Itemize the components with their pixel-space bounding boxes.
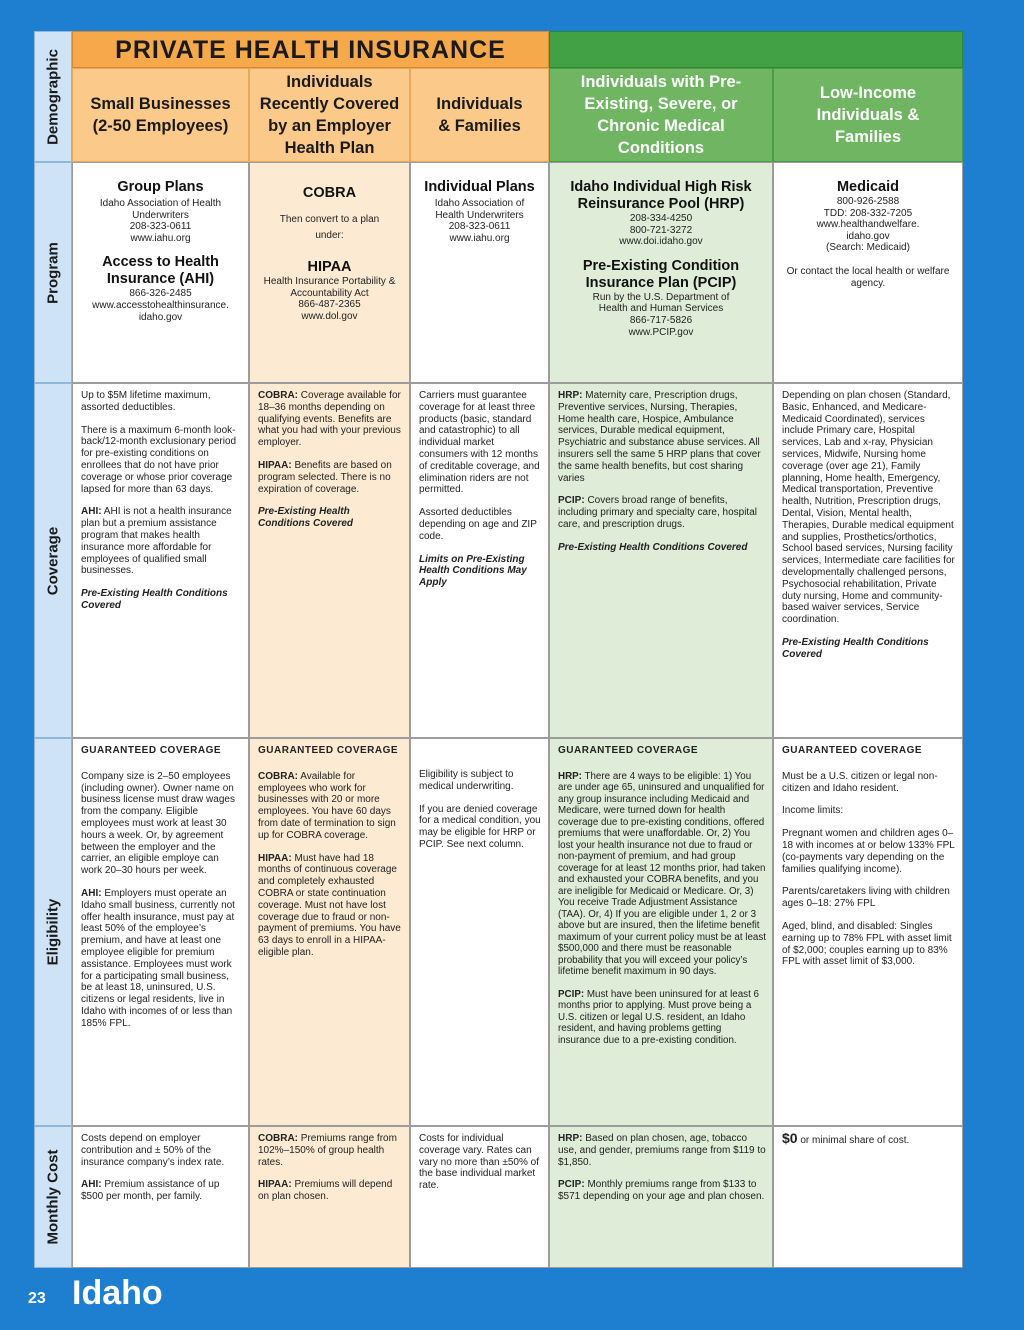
- program-text: Health Insurance Portability & Accountability Act: [263, 276, 396, 299]
- cost-text: or minimal share of cost.: [800, 1135, 910, 1146]
- eligibility-key: HRP:: [558, 770, 582, 782]
- program-text: Run by the U.S. Department of Health and Human Services: [592, 291, 730, 315]
- program-phone: TDD: 208-332-7205: [823, 207, 913, 219]
- program-text: Idaho Association of Health Underwriters: [99, 198, 222, 221]
- eligibility-key: HIPAA:: [258, 852, 292, 864]
- program-heading: Group Plans: [117, 179, 204, 195]
- eligibility-key: AHI:: [81, 887, 102, 899]
- coverage-key: HRP:: [558, 390, 583, 401]
- row-label-demographic: [34, 31, 72, 162]
- coverage-note: Limits on Pre-Existing Health Conditions May Apply: [419, 553, 527, 589]
- demographic-recently-covered: Individuals Recently Covered by an Employer Health Plan: [249, 68, 410, 162]
- eligibility-cell-individuals: [410, 738, 549, 1126]
- program-phone: 866-487-2365: [298, 299, 361, 311]
- program-cell-pre-existing: [549, 162, 773, 383]
- program-phone: 800-721-3272: [629, 224, 693, 236]
- program-heading: Medicaid: [836, 179, 900, 195]
- coverage-cell-pre-existing: [549, 383, 773, 738]
- coverage-text: There is a maximum 6-month look-back/12-month exclusionary period for pre-existing conditions on enrollees that do not have prior coverage or whose prior coverage lapsed for more than 63 days.: [81, 424, 237, 495]
- eligibility-key: PCIP:: [558, 988, 585, 1000]
- cost-key: $0: [782, 1130, 798, 1146]
- cost-key: AHI:: [81, 1179, 102, 1191]
- coverage-note: Pre-Existing Health Conditions Covered: [81, 588, 228, 611]
- coverage-key: PCIP:: [558, 495, 585, 507]
- coverage-text: AHI is not a health insurance plan but a premium assistance program that makes health insurance more affordable for employees of qualified small businesses.: [81, 506, 232, 577]
- program-phone: 866-326-2485: [129, 288, 192, 300]
- row-label-eligibility: [34, 738, 72, 1126]
- cost-key: COBRA:: [258, 1133, 298, 1144]
- eligibility-cell-pre-existing: [549, 738, 773, 1126]
- coverage-text: Up to $5M lifetime maximum, assorted deductibles.: [81, 390, 211, 413]
- program-text: Then convert to a plan: [279, 214, 380, 225]
- eligibility-text: Aged, blind, and disabled: Singles earning up to 78% FPL with asset limit of $2,000; couples earning up to 83% FPL with asset limit of $3,000.: [782, 920, 952, 968]
- cost-text: Costs for individual coverage vary. Rates can vary no more than ±50% of the base individual market rate.: [419, 1133, 539, 1192]
- program-phone: 208-323-0611: [448, 221, 511, 233]
- coverage-cell-individuals: [410, 383, 549, 738]
- eligibility-text: Income limits:: [782, 805, 844, 817]
- eligibility-key: COBRA:: [258, 770, 298, 782]
- coverage-note: Pre-Existing Health Conditions Covered: [558, 541, 748, 553]
- cost-key: HRP:: [558, 1133, 583, 1144]
- program-cell-small-businesses: [72, 162, 249, 383]
- row-label-text: Coverage: [44, 526, 62, 595]
- cost-cell-pre-existing: [549, 1126, 773, 1268]
- program-url[interactable]: www.PCIP.gov: [628, 326, 694, 338]
- coverage-text: Coverage available for 18–36 months depending on qualifying events. Benefits are what you had with your previous employer.: [258, 390, 401, 449]
- program-url[interactable]: idaho.gov: [846, 230, 890, 242]
- cost-key: HIPAA:: [258, 1179, 292, 1191]
- program-cell-low-income: [773, 162, 963, 383]
- state-name: Idaho: [72, 1274, 163, 1312]
- row-label-text: Eligibility: [44, 898, 62, 966]
- program-heading: Pre-Existing Condition Insurance Plan (PCIP): [582, 257, 740, 291]
- program-url[interactable]: www.dol.gov: [301, 310, 358, 322]
- eligibility-text: Eligibility is subject to medical underwriting.: [419, 769, 514, 792]
- eligibility-cell-recently-covered: [249, 738, 410, 1126]
- eligibility-text: Must have had 18 months of continuous coverage and completely exhausted COBRA or state continuation coverage. Must not have lost coverage due to fraud or non-payment of premiums. You have 63 days to enroll in a HIPAA-eligible plan.: [258, 852, 401, 958]
- demographic-low-income: Low-Income Individuals & Families: [773, 68, 963, 162]
- program-phone: 866-717-5826: [629, 314, 693, 326]
- program-text: Idaho Association of Health Underwriters: [434, 198, 525, 221]
- coverage-text: Assorted deductibles depending on age and ZIP code.: [419, 507, 537, 542]
- program-url[interactable]: www.iahu.org: [130, 232, 191, 244]
- cost-text: Monthly premiums range from $133 to $571 depending on your age and plan chosen.: [558, 1179, 765, 1203]
- program-url[interactable]: www.accesstohealthinsurance.: [92, 299, 229, 311]
- eligibility-text: Available for employees who work for businesses with 20 or more employees. You have 60 days from date of termination to sign up for COBRA coverage.: [258, 770, 396, 841]
- table-title: PRIVATE HEALTH INSURANCE: [72, 31, 549, 68]
- row-label-text: Monthly Cost: [44, 1149, 62, 1245]
- cost-text: Premium assistance of up $500 per month, per family.: [81, 1179, 220, 1203]
- program-text: under:: [315, 229, 344, 241]
- program-phone: 208-334-4250: [629, 213, 693, 224]
- cost-text: Based on plan chosen, age, tobacco use, and gender, premiums range from $119 to $1,850.: [558, 1133, 766, 1168]
- row-label-monthly-cost: [34, 1126, 72, 1268]
- eligibility-text: Must be a U.S. citizen or legal non-citizen and Idaho resident.: [782, 770, 938, 794]
- coverage-key: AHI:: [81, 506, 102, 518]
- program-cell-individuals: [410, 162, 549, 383]
- coverage-cell-recently-covered: [249, 383, 410, 738]
- coverage-cell-small-businesses: [72, 383, 249, 738]
- coverage-text: Benefits are based on program selected. There is no expiration of coverage.: [258, 459, 392, 495]
- cost-text: Premiums range from 102%–150% of group health rates.: [258, 1133, 397, 1168]
- eligibility-text: Employers must operate an Idaho small business, currently not offer health insurance, must pay at least 50% of the employee’s premium, and have at least one employee eligible for premium assistance. Employees must work for a participating small business, be at least 18, uninsured, U.S. citizens or legal residents, live in Idaho with incomes of or less than 185% FPL.: [81, 887, 235, 1029]
- coverage-text: Maternity care, Prescription drugs, Preventive services, Nursing, Therapies, Home health care, Hospice, Ambulance services, Durable medical equipment, Psychiatric and substance abuse services. All insurers sell the same 5 HRP plans that cover the same health benefits, but cost sharing varies: [558, 390, 761, 484]
- cost-text: Costs depend on employer contribution and ± 50% of the insurance company’s index rate.: [81, 1133, 225, 1168]
- program-url[interactable]: idaho.gov: [138, 311, 183, 323]
- program-heading: Idaho Individual High Risk Reinsurance Pool (HRP): [570, 179, 752, 212]
- row-label-coverage: [34, 383, 72, 738]
- page-number: 23: [28, 1290, 46, 1307]
- program-heading: HIPAA: [307, 259, 352, 276]
- cost-cell-recently-covered: [249, 1126, 410, 1268]
- program-url[interactable]: www.doi.idaho.gov: [619, 236, 703, 248]
- coverage-text: Depending on plan chosen (Standard, Basic, Enhanced, and Medicare-Medicaid Coordinated), services include Primary care, Hospital services, Lab and x-ray, Physician services, Midwife, Nursing home coverage (over age 21), Family planning, Home health, Emergency, Medical transportation, Preventive health, Nutrition, Prescription drugs, Dental, Vision, Mental health, Therapies, Durable medical equipment and supplies, Prosthetics/orthotics, School based services, Nursing facility services, Intermediate care facilities for developmentally challenged persons, Psychosocial rehabilitation, Private duty nursing, Home and community-based waiver services, Service coordination.: [782, 390, 955, 626]
- program-text: (Search: Medicaid): [826, 242, 910, 254]
- coverage-key: HIPAA:: [258, 459, 292, 471]
- cost-cell-low-income: [773, 1126, 963, 1268]
- coverage-text: Carriers must guarantee coverage for at least three products (basic, standard and catastrophic) to all individual market consumers with 12 months of creditable coverage, and elimination riders are not permitted.: [419, 390, 540, 496]
- program-phone: 208-323-0611: [129, 221, 192, 233]
- eligibility-cell-small-businesses: [72, 738, 249, 1126]
- demographic-small-businesses: Small Businesses (2-50 Employees): [72, 68, 249, 162]
- program-heading: Access to Health Insurance (AHI): [102, 254, 219, 288]
- program-heading: COBRA: [302, 185, 357, 201]
- guaranteed-coverage-label: GUARANTEED COVERAGE: [81, 745, 222, 756]
- cost-cell-small-businesses: [72, 1126, 249, 1268]
- program-text: Or contact the local health or welfare agency.: [786, 265, 950, 289]
- row-label-text: Program: [44, 241, 62, 304]
- row-label-text: Demographic: [44, 48, 62, 145]
- cost-text: Premiums will depend on plan chosen.: [258, 1179, 393, 1203]
- guaranteed-coverage-label: GUARANTEED COVERAGE: [782, 745, 923, 756]
- green-header-bar: [549, 31, 963, 68]
- eligibility-text: Company size is 2–50 employees (including owner). Owner name on business license must draw wages from the company. Eligible employees must work at least 30 hours a week. Or, by agreement between the employer and the carrier, an eligible employe can work 20–30 hours per week.: [81, 770, 235, 877]
- coverage-text: Covers broad range of benefits, including primary and specialty care, hospital care, and prescription drugs.: [558, 495, 757, 530]
- eligibility-text: Pregnant women and children ages 0–18 with incomes at or below 133% FPL (co-payments vary depending on the families qualifying income).: [782, 828, 955, 875]
- eligibility-text: Must have been uninsured for at least 6 months prior to applying. Must prove being a U.S. citizen or legal U.S. resident, an Idaho resident, and having problems getting insurance due to a pre-existing condition.: [558, 988, 759, 1046]
- program-cell-recently-covered: [249, 162, 410, 383]
- program-heading: Individual Plans: [424, 179, 535, 195]
- eligibility-text: Parents/caretakers living with children ages 0–18: 27% FPL: [782, 886, 950, 910]
- eligibility-text: There are 4 ways to be eligible: 1) You are under age 65, uninsured and unqualified for any group insurance including Medicaid and Medicare, were turned down for health coverage due to pre-existing conditions, offered premiums that were unaffordable. Or, 2) You lost your health insurance not due to fraud or non-payment of premium, and had group coverage for at least 12 months prior, had taken and exhausted your COBRA benefits, and you are ineligible for Medicaid or Medicare. Or, 3) You receive Trade Adjustment Assistance (TAA). Or, 4) If you are eligible under 1, 2 or 3 above but are insured, then the lifetime benefit maximum of your current policy must be at least $500,000 and there must be reasonable probability that you will exceed your policy’s lifetime benefit maximum in 90 days.: [558, 770, 766, 977]
- demographic-individuals-families: Individuals & Families: [410, 68, 549, 162]
- program-url[interactable]: www.healthandwelfare.: [816, 219, 920, 231]
- eligibility-text: If you are denied coverage for a medical condition, you may be eligible for HRP or PCIP. See next column.: [419, 803, 541, 850]
- guaranteed-coverage-label: GUARANTEED COVERAGE: [258, 745, 399, 756]
- coverage-note: Pre-Existing Health Conditions Covered: [782, 636, 929, 660]
- coverage-note: Pre-Existing Health Conditions Covered: [258, 506, 354, 530]
- coverage-key: COBRA:: [258, 390, 298, 401]
- guaranteed-coverage-label: GUARANTEED COVERAGE: [558, 745, 699, 756]
- row-label-program: [34, 162, 72, 383]
- cost-key: PCIP:: [558, 1179, 585, 1191]
- eligibility-cell-low-income: [773, 738, 963, 1126]
- cost-cell-individuals: [410, 1126, 549, 1268]
- demographic-pre-existing: Individuals with Pre-Existing, Severe, or Chronic Medical Conditions: [549, 68, 773, 162]
- coverage-cell-low-income: [773, 383, 963, 738]
- program-phone: 800-926-2588: [836, 196, 900, 207]
- program-url[interactable]: www.iahu.org: [449, 232, 510, 244]
